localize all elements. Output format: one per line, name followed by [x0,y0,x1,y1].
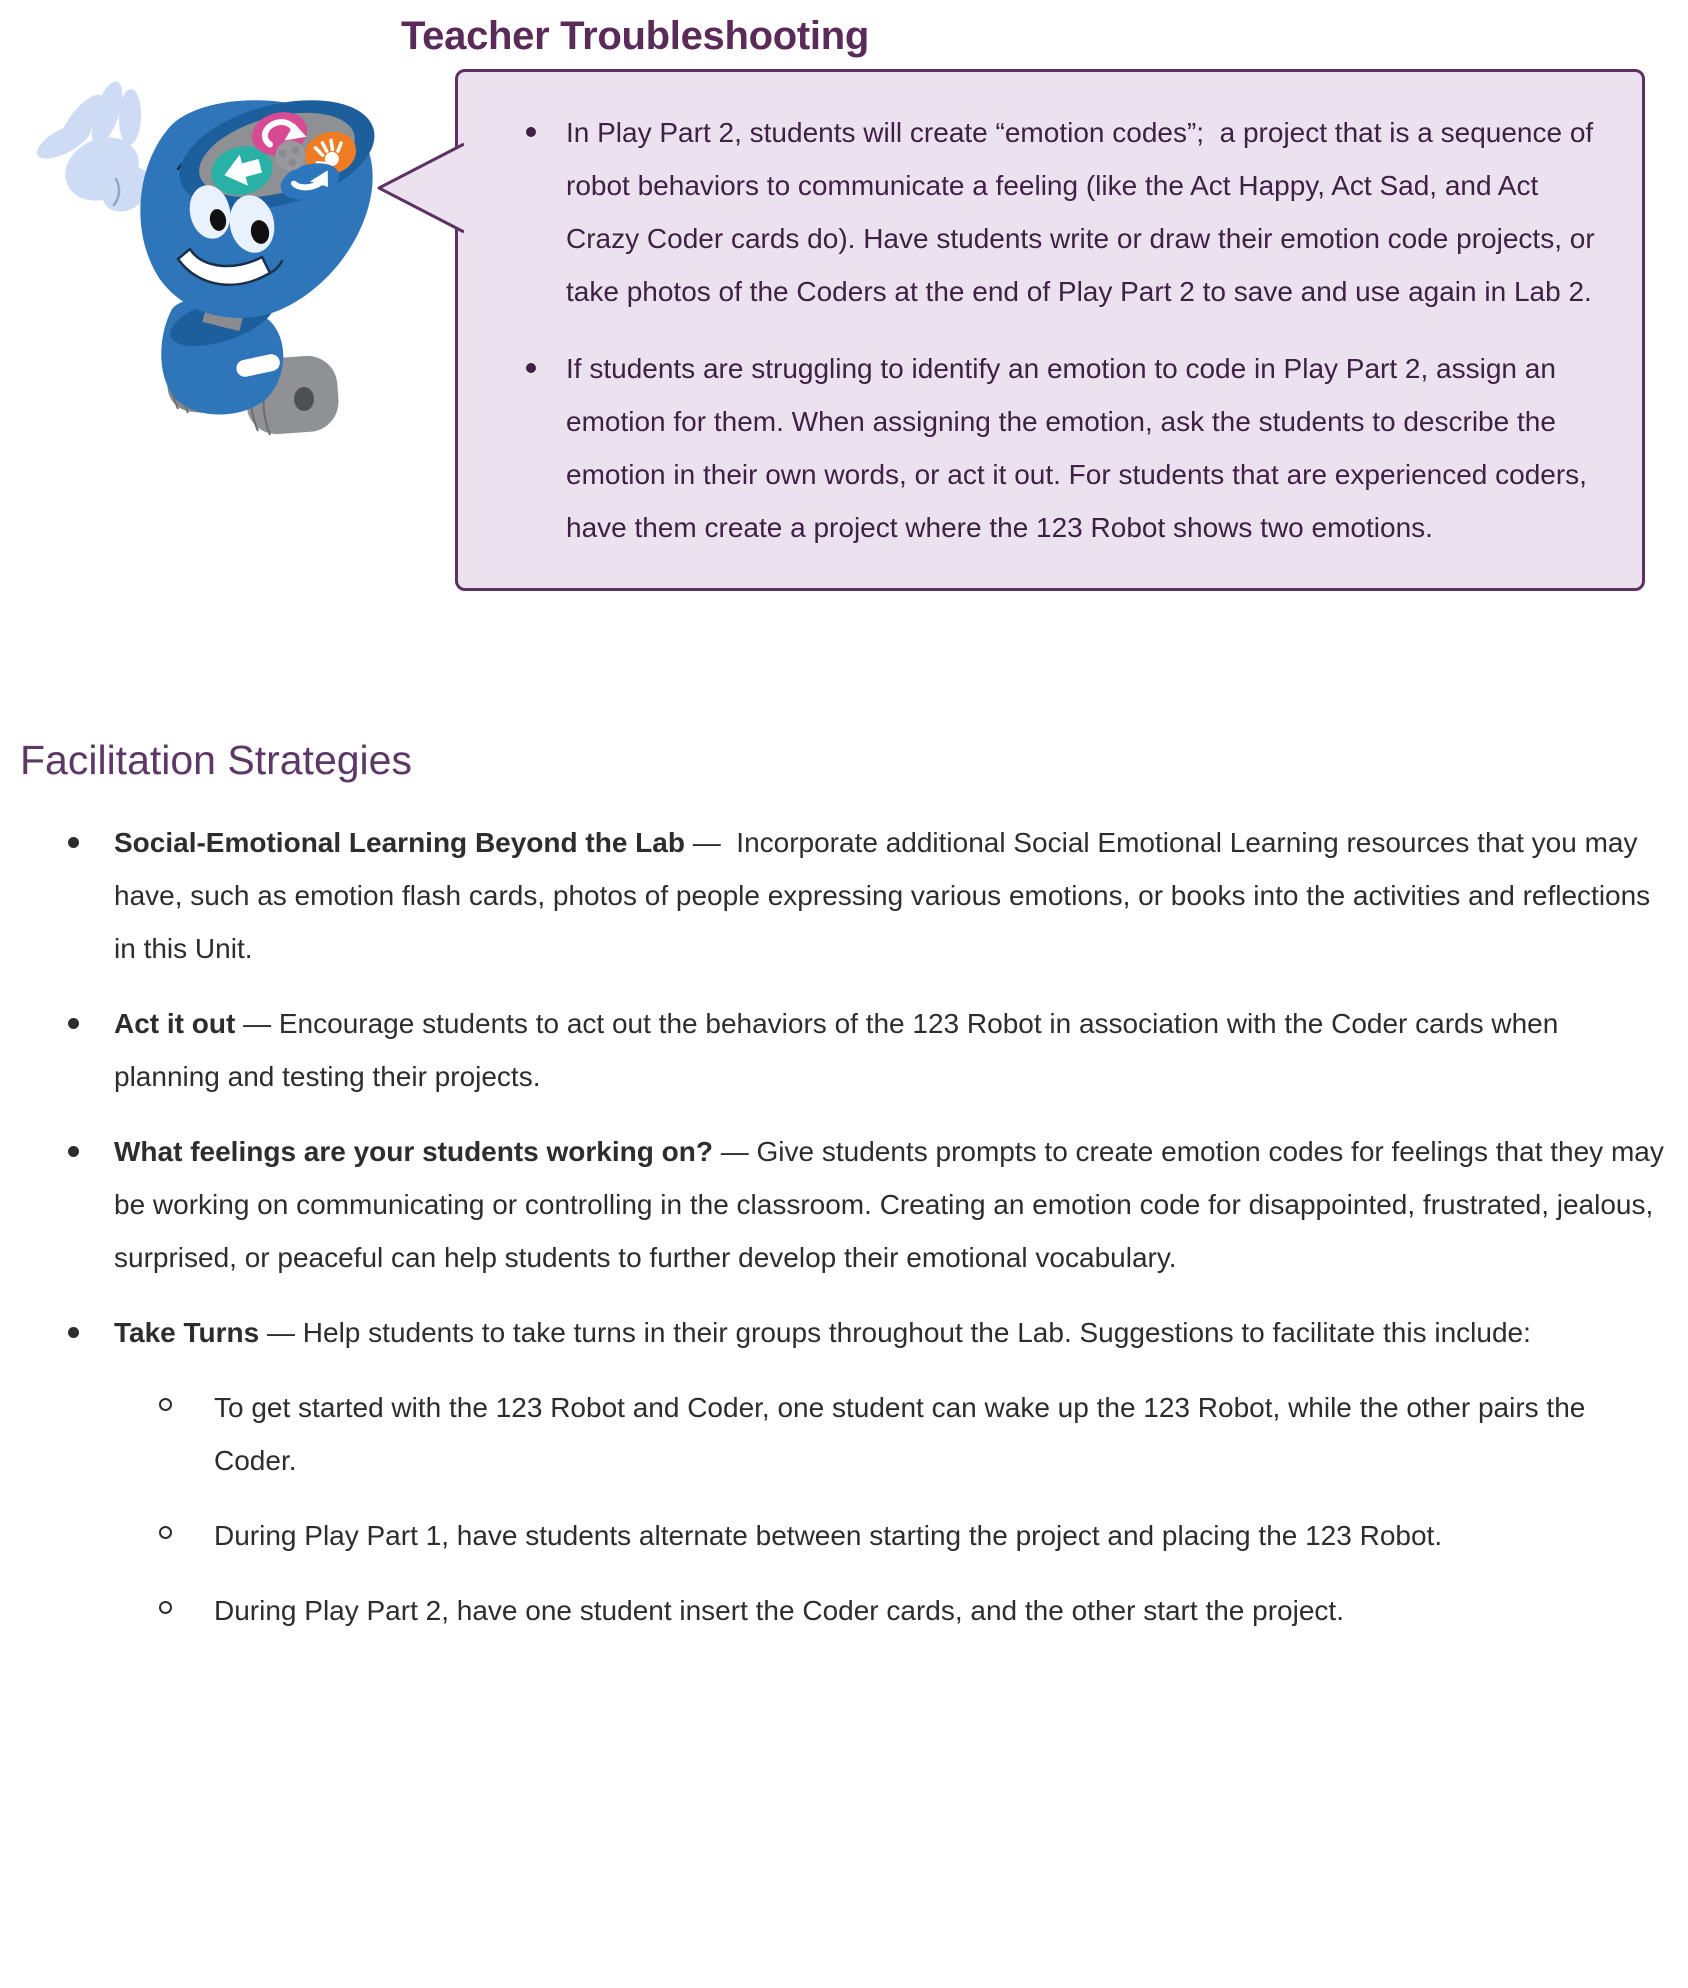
strategy-item [56,1125,1672,1284]
callout-bullet [520,342,1602,554]
strategy-text: — Incorporate additional Social Emotional Learning resources that you may have, such as emotion flash cards, photos of people expressing various emotions, or books into the activities and reflections in this Unit. [114,827,1658,964]
robot-mascot-icon [30,77,390,447]
strategy-lead: Act it out [114,1008,236,1039]
section-heading: Facilitation Strategies [20,737,412,783]
callout-bullet-text: If students are struggling to identify an emotion to code in Play Part 2, assign an emotion for them. When assigning the emotion, ask the students to describe the emotion in their own words, or act it out. For students that are experienced coders, have them create a project where the 123 Robot shows two emotions. [566,353,1595,543]
troubleshooting-section [20,69,1668,591]
robot-mascot-illustration [30,77,390,447]
strategy-sub-item [159,1509,1668,1562]
strategies-list [20,816,1672,1637]
strategy-item [56,997,1668,1103]
strategy-sub-item [159,1381,1668,1487]
strategy-sub-item [159,1584,1668,1637]
strategy-text: — Give students prompts to create emotion codes for feelings that they may be working on communicating or controlling in the classroom. Creating an emotion code for disappointed, frustrated, jealous, surprised, or peaceful can help students to further develop their emotional vocabulary. [114,1136,1672,1273]
strategy-lead: What feelings are your students working on? [114,1136,713,1167]
callout-bullet-text: In Play Part 2, students will create “emotion codes”; a project that is a sequence of robot behaviors to communicate a feeling (like the Act Happy, Act Sad, and Act Crazy Coder cards do). Have students write or draw their emotion code projects, or take photos of the Coders at the end of Play Part 2 to save and use again in Lab 2. [566,117,1603,307]
document-page [0,14,1688,1637]
callout-bullet-list [520,106,1602,554]
strategy-item [56,1306,1668,1637]
callout-bullet [520,106,1602,318]
speech-bubble [455,69,1645,591]
strategy-sub-list [114,1381,1668,1637]
page-title: Teacher Troubleshooting [401,14,869,58]
strategy-lead: Social-Emotional Learning Beyond the Lab [114,827,685,858]
strategy-text: — Help students to take turns in their groups throughout the Lab. Suggestions to facilitate this include: [259,1317,1531,1348]
robot-head [140,81,386,318]
strategy-sub-text: During Play Part 2, have one student insert the Coder cards, and the other start the project. [214,1595,1344,1626]
speech-bubble-tail-icon [371,142,464,234]
strategy-text: — Encourage students to act out the behaviors of the 123 Robot in association with the Coder cards when planning and testing their projects. [114,1008,1567,1092]
robot-waving-hand [32,78,159,221]
strategy-lead: Take Turns [114,1317,260,1348]
strategy-sub-text: During Play Part 1, have students alternate between starting the project and placing the 123 Robot. [214,1520,1443,1551]
strategy-sub-text: To get started with the 123 Robot and Coder, one student can wake up the 123 Robot, while the other pairs the Coder. [214,1392,1594,1476]
strategy-item [56,816,1668,975]
